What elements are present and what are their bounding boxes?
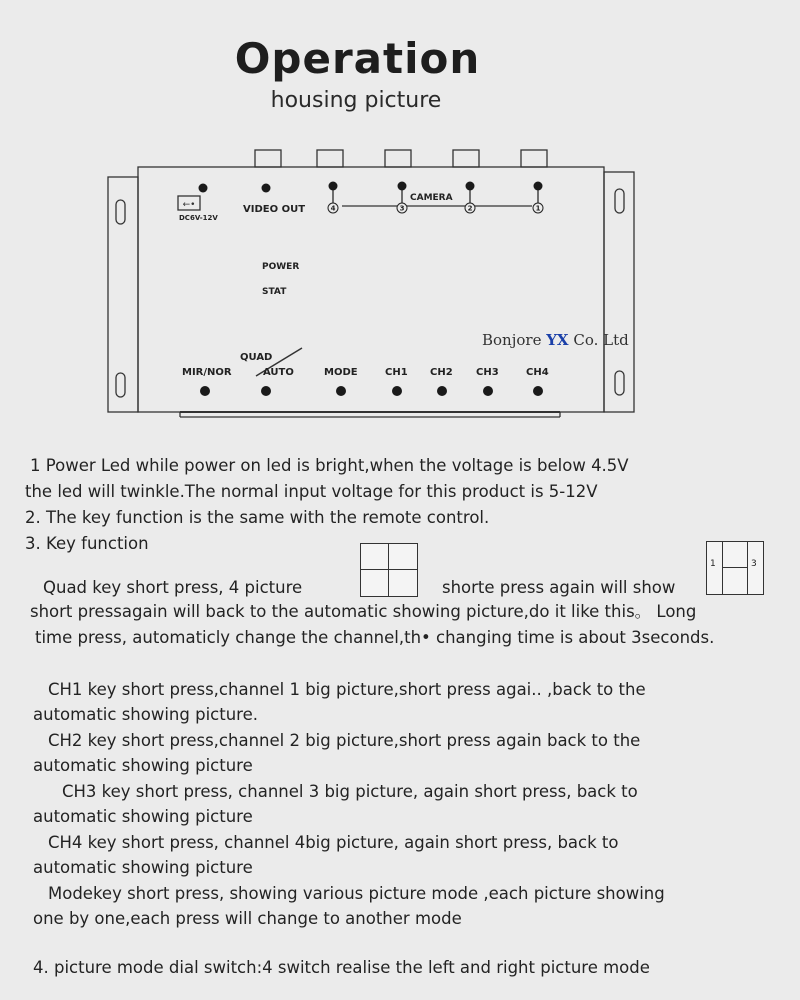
- mode-key-description-2: one by one,each press will change to another mode: [33, 909, 462, 928]
- mounting-slot: [116, 200, 125, 224]
- watermark-suffix: Co. Ltd: [568, 331, 629, 349]
- power-led-instruction: 1 Power Led while power on led is bright,when the voltage is below 4.5V: [30, 456, 629, 475]
- connector-tab: [317, 150, 343, 167]
- quad-four-picture-icon: [360, 543, 418, 597]
- right-mounting-flange: [604, 172, 634, 412]
- page-subtitle: housing picture: [270, 88, 442, 113]
- connector-tab: [385, 150, 411, 167]
- ch4-label: CH4: [526, 367, 549, 378]
- split-right-number: 3: [751, 559, 757, 569]
- ch1-button-dot: [392, 386, 402, 396]
- ch2-key-description-2: automatic showing picture: [33, 756, 253, 775]
- connector-tab: [521, 150, 547, 167]
- stat-led-label: STAT: [262, 287, 287, 297]
- quad-auto-button-dot: [261, 386, 271, 396]
- ch4-key-description-2: automatic showing picture: [33, 858, 253, 877]
- ch1-label: CH1: [385, 367, 408, 378]
- ch2-label: CH2: [430, 367, 453, 378]
- mounting-slot: [615, 189, 624, 213]
- mounting-slot: [116, 373, 125, 397]
- quad-label: QUAD: [240, 352, 273, 363]
- connector-tab: [255, 150, 281, 167]
- mode-label: MODE: [324, 367, 358, 378]
- power-jack-label: DC6V-12V: [179, 214, 218, 222]
- mode-key-description: Modekey short press, showing various picture mode ,each picture showing: [48, 884, 665, 903]
- video-out-label: VIDEO OUT: [243, 204, 306, 215]
- dial-switch-note: 4. picture mode dial switch:4 switch realise the left and right picture mode: [33, 958, 650, 977]
- watermark: [482, 331, 629, 349]
- device-housing-diagram: [0, 0, 800, 460]
- voltage-instruction: the led will twinkle.The normal input voltage for this product is 5-12V: [25, 482, 598, 501]
- key-function-note: 2. The key function is the same with the remote control.: [25, 508, 490, 527]
- quad-key-description: Quad key short press, 4 picture: [43, 578, 303, 597]
- watermark-prefix: Bonjore: [482, 331, 547, 349]
- mir-nor-button-dot: [200, 386, 210, 396]
- camera-port-3-number: 3: [399, 204, 405, 213]
- auto-label: AUTO: [263, 367, 294, 378]
- split-picture-icon: [706, 541, 764, 595]
- ch2-key-description: CH2 key short press,channel 2 big picture,short press again back to the: [48, 731, 641, 750]
- mir-nor-label: MIR/NOR: [182, 367, 232, 378]
- camera-port-2-number: 2: [467, 204, 473, 213]
- power-led-label: POWER: [262, 262, 300, 272]
- ch2-button-dot: [437, 386, 447, 396]
- camera-port-1-number: 1: [535, 204, 541, 213]
- mode-button-dot: [336, 386, 346, 396]
- camera-label: CAMERA: [410, 193, 453, 203]
- ch3-label: CH3: [476, 367, 499, 378]
- ch4-button-dot: [533, 386, 543, 396]
- ch1-key-description-2: automatic showing picture.: [33, 705, 258, 724]
- left-mounting-flange: [108, 177, 138, 412]
- ch4-key-description: CH4 key short press, channel 4big picture, again short press, back to: [48, 833, 619, 852]
- watermark-highlight: YX: [546, 331, 569, 349]
- connector-tab: [453, 150, 479, 167]
- quad-key-description-2: shorte press again will show: [442, 578, 676, 597]
- mounting-slot: [615, 371, 624, 395]
- ch3-key-description: CH3 key short press, channel 3 big picture, again short press, back to: [62, 782, 638, 801]
- ch1-key-description: CH1 key short press,channel 1 big picture,short press agai.. ,back to the: [48, 680, 646, 699]
- split-left-number: 1: [710, 559, 716, 569]
- key-function-heading: 3. Key function: [25, 534, 149, 553]
- ch3-key-description-2: automatic showing picture: [33, 807, 253, 826]
- camera-port-4-number: 4: [330, 204, 336, 213]
- quad-key-description-3: short pressagain will back to the automatic showing picture,do it like this。 Long: [30, 602, 697, 621]
- quad-key-description-4: time press, automaticly change the channel,th• changing time is about 3seconds.: [35, 628, 715, 647]
- ch3-button-dot: [483, 386, 493, 396]
- svg-text:←•: ←•: [182, 200, 196, 210]
- page-title: Operation: [234, 34, 481, 83]
